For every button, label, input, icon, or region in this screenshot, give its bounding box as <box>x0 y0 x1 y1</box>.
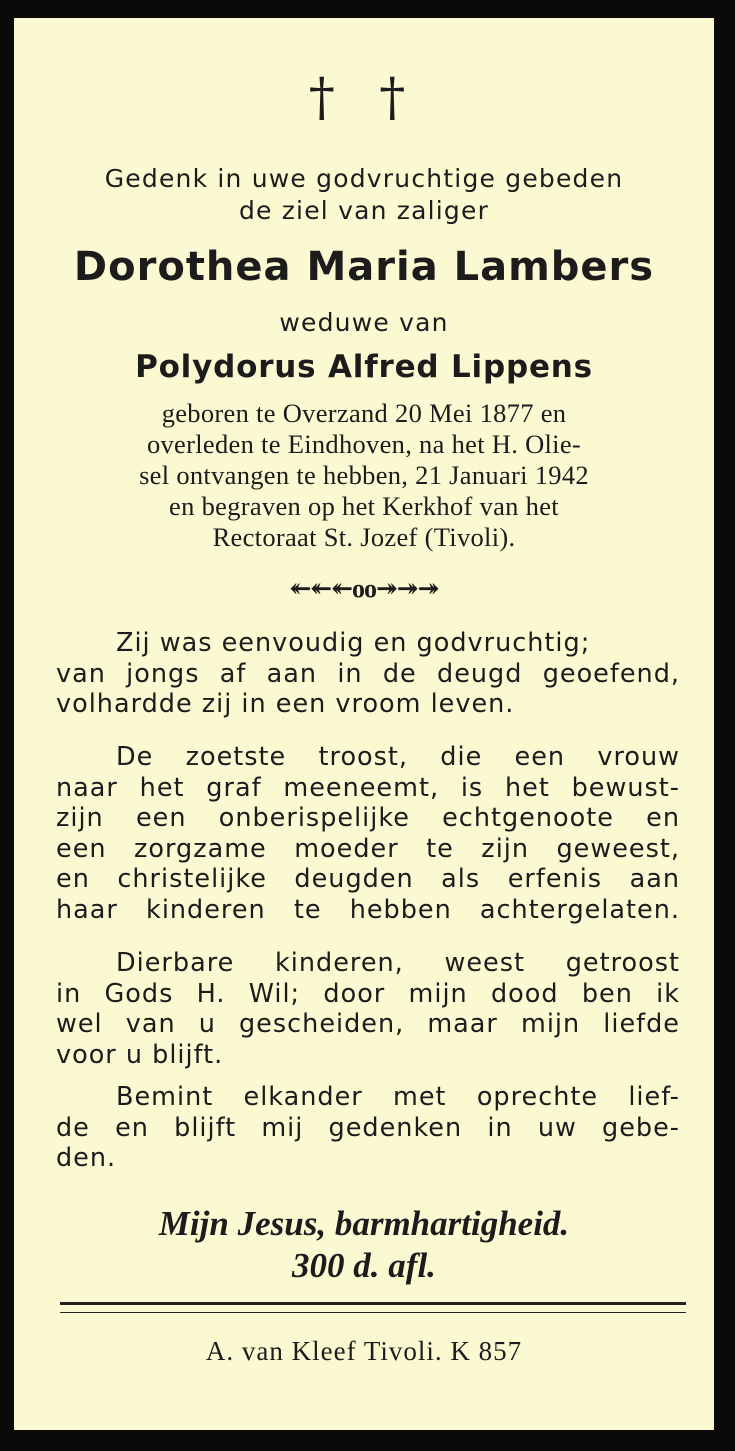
bio-line-2: overleden te Eindhoven, na het H. Olie- <box>146 429 582 459</box>
paragraph-3 <box>56 948 680 1070</box>
paragraph-line: volhardde zij in een vroom leven. <box>56 689 515 719</box>
deceased-name: Dorothea Maria Lambers <box>73 244 655 290</box>
ornament-divider: ↞↞↞οο↠↠↠ <box>289 574 439 603</box>
paragraph-line: in Gods H. Wil; door mijn dood ben ik <box>56 978 680 1009</box>
bio-line-4: en begraven op het Kerkhof van het <box>169 491 559 521</box>
paragraph-line: Dierbare kinderen, weest getroost <box>116 948 680 978</box>
divider-thin <box>60 1312 686 1313</box>
paragraph-1 <box>56 628 680 720</box>
paragraph-line: Zij was eenvoudig en godvruchtig; <box>116 628 591 658</box>
paragraph-line: de en blijft mij gedenken in uw gebe- <box>56 1112 680 1143</box>
relation-text: weduwe van <box>279 308 449 337</box>
paragraph-line: haar kinderen te hebben achtergelaten. <box>56 894 680 925</box>
spouse-name: Polydorus Alfred Lippens <box>135 349 593 385</box>
paragraph-line: naar het graf meeneemt, is het bewust- <box>56 772 680 803</box>
paragraph-2 <box>56 742 680 925</box>
paragraph-line: van jongs af aan in de deugd geoefend, <box>56 658 680 689</box>
paragraph-line: wel van u gescheiden, maar mijn liefde <box>56 1009 680 1039</box>
paragraph-line: De zoetste troost, die een vrouw <box>116 742 680 772</box>
paragraph-4 <box>56 1082 680 1174</box>
paragraph-line: en christelijke deugden als erfenis aan <box>56 864 680 894</box>
paragraph-line: een zorgzame moeder te zijn geweest, <box>56 833 680 864</box>
memorial-card <box>14 18 714 1430</box>
bio-line-3: sel ontvangen te hebben, 21 Januari 1942 <box>139 460 589 490</box>
bio-line-1: geboren te Overzand 20 Mei 1877 en <box>161 398 567 428</box>
paragraph-line: Bemint elkander met oprechte lief- <box>116 1082 680 1112</box>
double-cross-icon: † † <box>308 68 420 128</box>
divider-thick <box>60 1302 686 1305</box>
bio-line-5: Rectoraat St. Jozef (Tivoli). <box>212 522 516 552</box>
paragraph-line: zijn een onberispelijke echtgenoote en <box>56 803 680 833</box>
intro-line-1: Gedenk in uwe godvruchtige gebeden <box>104 164 624 193</box>
paragraph-line: voor u blijft. <box>56 1039 224 1070</box>
intro-line-2: de ziel van zaliger <box>238 196 490 225</box>
paragraph-line: den. <box>56 1143 117 1173</box>
printer-imprint: A. van Kleef Tivoli. K 857 <box>205 1336 523 1366</box>
indulgence-text: 300 d. afl. <box>292 1246 436 1285</box>
prayer-text: Mijn Jesus, barmhartigheid. <box>158 1204 570 1243</box>
